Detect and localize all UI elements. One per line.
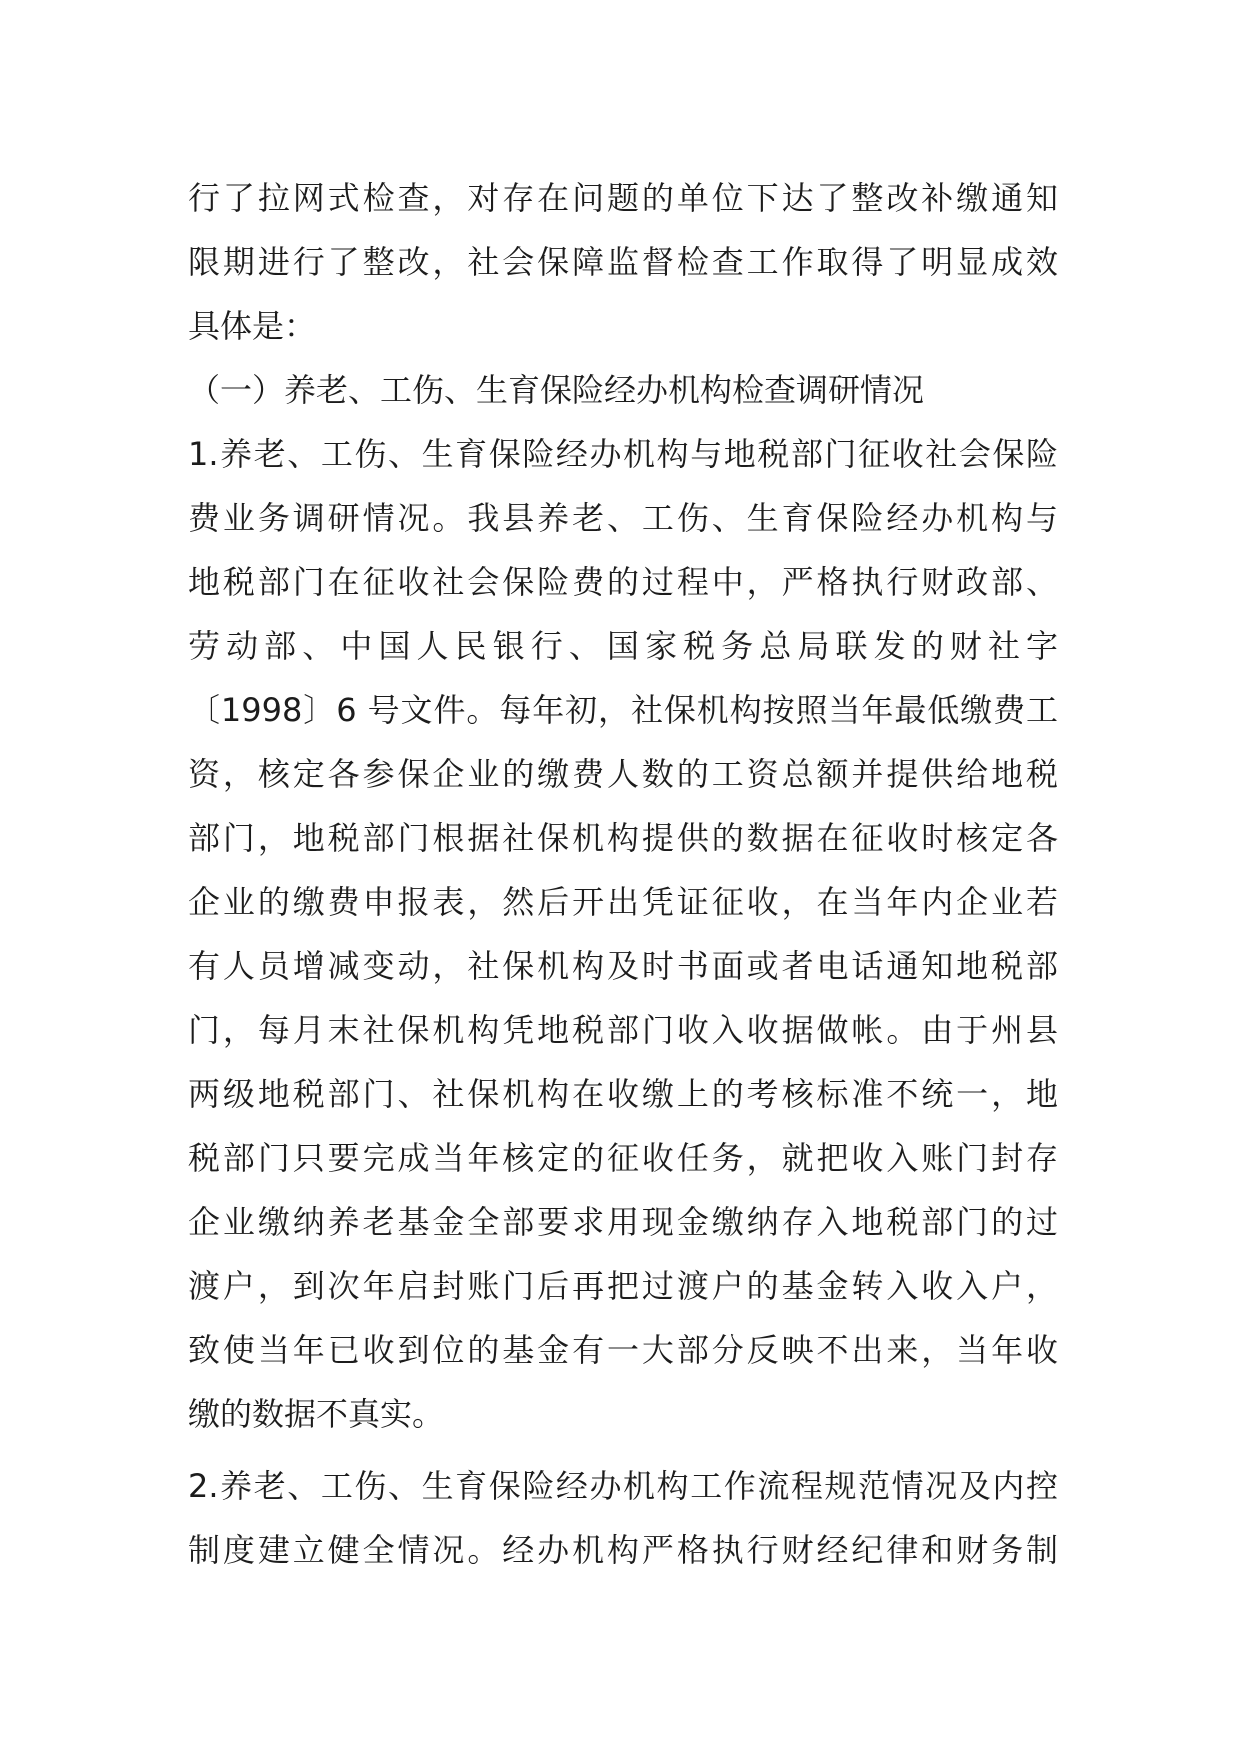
body-text-line: 两级地税部门、社保机构在收缴上的考核标准不统一，地 [188,1075,1058,1113]
body-text-line: 劳动部、中国人民银行、国家税务总局联发的财社字 [188,627,1058,665]
body-text-line: 有人员增减变动，社保机构及时书面或者电话通知地税部 [188,947,1058,985]
body-text-line: 费业务调研情况。我县养老、工伤、生育保险经办机构与 [188,499,1058,537]
body-text-line: 〔1998〕6 号文件。每年初，社保机构按照当年最低缴费工 [188,691,1058,729]
body-text-line: 缴的数据不真实。 [188,1395,445,1433]
body-text-line: 门，每月末社保机构凭地税部门收入收据做帐。由于州县 [188,1011,1058,1049]
body-text-line: 行了拉网式检查，对存在问题的单位下达了整改补缴通知 [188,179,1058,217]
section-heading: （一）养老、工伤、生育保险经办机构检查调研情况 [188,371,925,409]
body-text-line: 税部门只要完成当年核定的征收任务，就把收入账门封存 [188,1139,1058,1177]
body-text-line: 制度建立健全情况。经办机构严格执行财经纪律和财务制 [188,1531,1058,1569]
body-text-line: 具体是： [188,307,317,345]
body-text-line: 限期进行了整改，社会保障监督检查工作取得了明显成效 [188,243,1058,281]
body-text-line: 2.养老、工伤、生育保险经办机构工作流程规范情况及内控 [188,1467,1058,1505]
document-body [188,166,1058,1582]
body-text-line: 致使当年已收到位的基金有一大部分反映不出来，当年收 [188,1331,1058,1369]
body-text-line: 资，核定各参保企业的缴费人数的工资总额并提供给地税 [188,755,1058,793]
body-text-line: 1.养老、工伤、生育保险经办机构与地税部门征收社会保险 [188,435,1058,473]
body-text-line: 地税部门在征收社会保险费的过程中，严格执行财政部、 [188,563,1058,601]
body-text-line: 企业缴纳养老基金全部要求用现金缴纳存入地税部门的过 [188,1203,1058,1241]
body-text-line: 部门，地税部门根据社保机构提供的数据在征收时核定各 [188,819,1058,857]
body-text-line: 渡户，到次年启封账门后再把过渡户的基金转入收入户， [188,1267,1058,1305]
body-text-line: 企业的缴费申报表，然后开出凭证征收，在当年内企业若 [188,883,1058,921]
